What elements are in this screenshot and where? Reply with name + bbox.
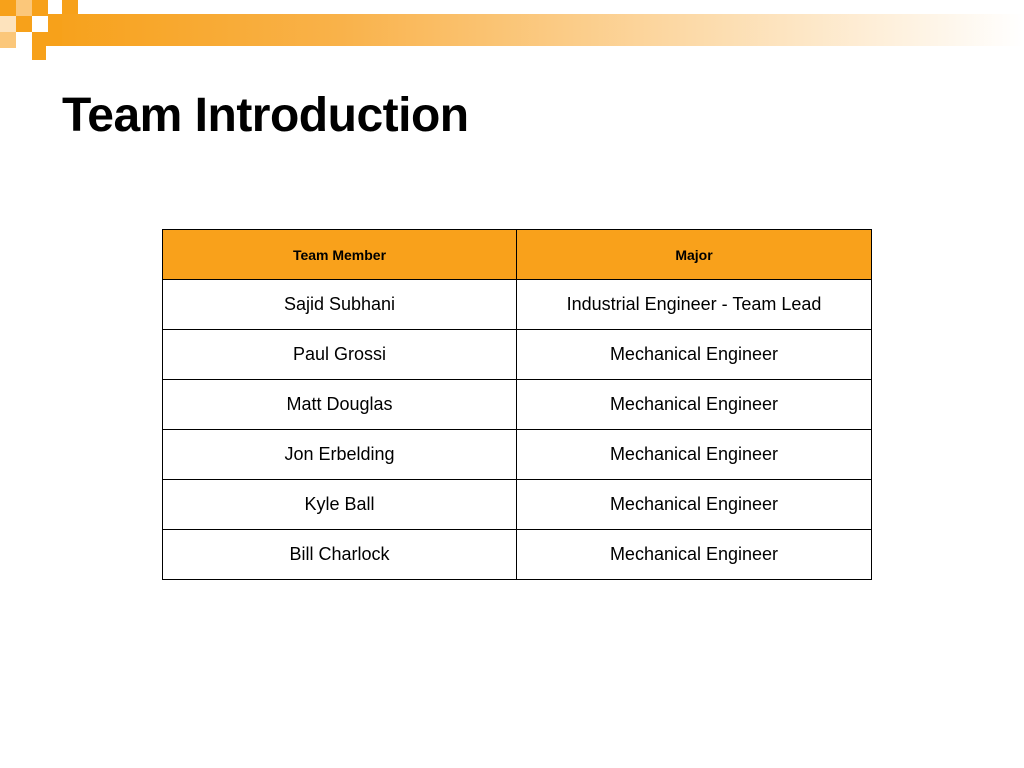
table-row [163,480,872,530]
slide-title: Team Introduction [62,89,469,142]
decor-square [0,0,16,16]
decor-square [32,46,46,60]
table-row [163,430,872,480]
table-row [163,330,872,380]
major-cell: Industrial Engineer - Team Lead [517,280,872,330]
decor-square [62,0,78,14]
major-cell: Mechanical Engineer [517,530,872,580]
column-header-major: Major [517,230,872,280]
team-table [162,229,872,580]
column-header-team-member: Team Member [163,230,517,280]
decor-square [48,14,62,46]
member-name-cell: Bill Charlock [163,530,517,580]
member-name-cell: Kyle Ball [163,480,517,530]
table-row [163,380,872,430]
member-name-cell: Paul Grossi [163,330,517,380]
decor-square [0,32,16,48]
major-cell: Mechanical Engineer [517,480,872,530]
decor-square [0,16,16,32]
decor-square [32,0,48,16]
major-cell: Mechanical Engineer [517,330,872,380]
header-gradient-bar [48,14,1024,46]
decor-square [16,0,32,16]
table-header-row [163,230,872,280]
major-cell: Mechanical Engineer [517,380,872,430]
decor-square [16,16,32,32]
member-name-cell: Sajid Subhani [163,280,517,330]
member-name-cell: Matt Douglas [163,380,517,430]
table-row [163,280,872,330]
member-name-cell: Jon Erbelding [163,430,517,480]
table-row [163,530,872,580]
major-cell: Mechanical Engineer [517,430,872,480]
decor-square [32,32,48,46]
